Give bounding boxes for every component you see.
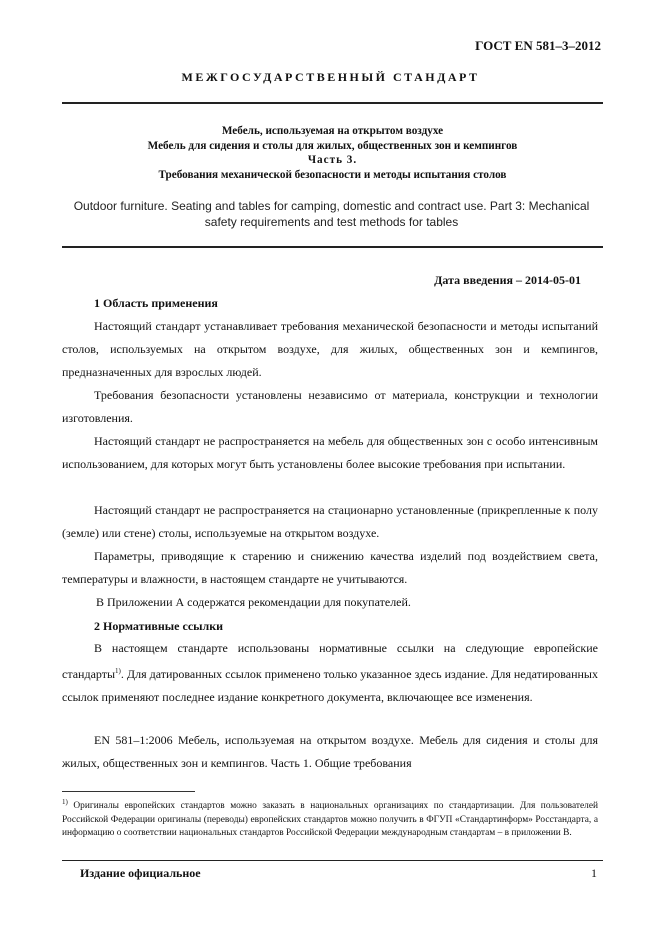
title-line-3: Часть 3. [307,154,358,166]
footnote-divider [62,791,195,792]
title-line-4: Требования механической безопасности и методы испытания столов [158,168,507,181]
title-line-2: Мебель для сидения и столы для жилых, общественных зон и кемпингов [147,139,518,152]
section-1-paragraph-6: В Приложении А содержатся рекомендации для покупателей. [96,595,411,609]
document-code: ГОСТ EN 581–3–2012 [475,38,601,53]
top-divider [62,102,603,104]
section-2-heading: 2 Нормативные ссылки [94,619,224,633]
footnote-text: Оригиналы европейских стандартов можно заказать в национальных организациях по стандартизации. Для пользователей Российской Федерации оригиналы (переводы) европейских стандартов можно получить в ФГУП «Стандартинформ» Росстандарта, а информацию о соответствии национальных стандартов Российской Федерации международным стандартам – в приложении В. [62,801,599,838]
footnote [62,796,598,840]
section-1-paragraph-4: Настоящий стандарт не распространяется на стационарно установленные (прикрепленные к полу (земле) или стене) столы, используемые на открытом воздухе. [62,503,598,540]
section-1-heading: 1 Область применения [94,296,218,310]
section-1-paragraph-2: Требования безопасности установлены независимо от материала, конструкции и технологии изготовления. [62,388,598,425]
introduction-date: Дата введения – 2014-05-01 [434,273,581,287]
section-2-p1-end: . Для датированных ссылок применено только указанное здесь издание. Для недатированных ссылок применяют последнее издание конкретного документа, включающее все изменения. [62,667,598,704]
section-2-p1-start: В настоящем стандарте использованы нормативные ссылки на следующие европейские стандарты [62,641,598,681]
title-divider [62,246,603,248]
english-title: Outdoor furniture. Seating and tables for camping, domestic and contract use. Part 3: Mechanical safety requirements and test methods for tables [73,199,590,229]
russian-title [70,124,595,182]
official-edition-label: Издание официальное [80,866,201,880]
section-1-paragraph-5: Параметры, приводящие к старению и снижению качества изделий под воздействием света, температуры и влажности, в настоящем стандарте не учитываются. [62,549,598,586]
section-1-paragraph-1: Настоящий стандарт устанавливает требования механической безопасности и методы испытаний столов, используемых на открытом воздухе, для жилых, общественных зон и кемпингов, предназначенных для взрослых людей. [62,319,598,379]
section-2-paragraph-1 [62,637,598,709]
footer-divider [62,860,603,861]
standard-type-heading: МЕЖГОСУДАРСТВЕННЫЙ СТАНДАРТ [181,70,480,84]
section-1-paragraph-3: Настоящий стандарт не распространяется на мебель для общественных зон с особо интенсивным использованием, для которых могут быть установлены более высокие требования при испытании. [62,434,598,471]
page-number: 1 [591,866,597,880]
footnote-marker: 1) [62,798,68,806]
title-line-1: Мебель, используемая на открытом воздухе [221,125,444,137]
footnote-reference: 1) [115,667,121,675]
section-2-paragraph-2: EN 581–1:2006 Мебель, используемая на открытом воздухе. Мебель для сидения и столы для жилых, общественных зон и кемпингов. Часть 1. Общие требования [62,733,598,770]
